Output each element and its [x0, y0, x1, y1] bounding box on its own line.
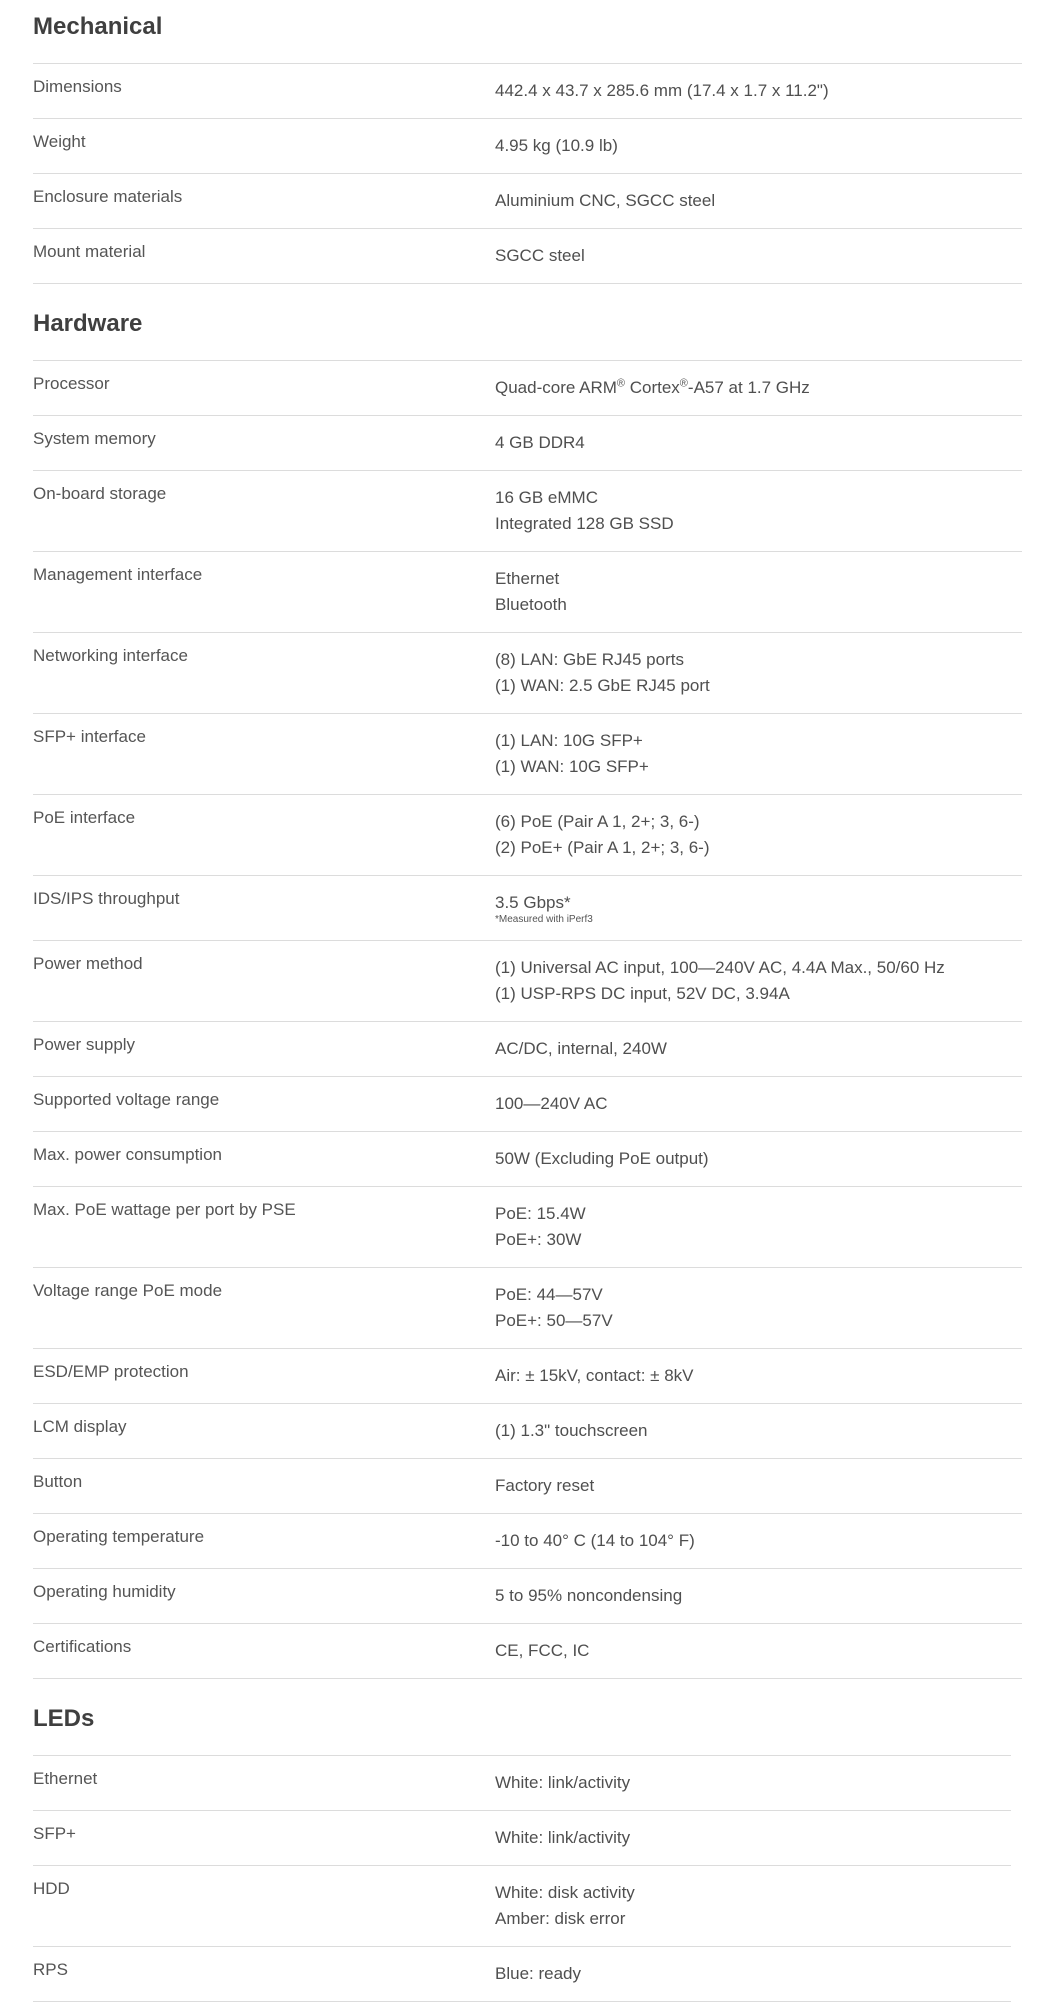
spec-value-line: SGCC steel	[495, 246, 585, 265]
spec-value-line: White: link/activity	[495, 1828, 631, 1847]
spec-value-line: Blue: ready	[495, 1964, 581, 1983]
spec-row-enclosure-materials	[33, 174, 1022, 229]
spec-row-max-power-consumption	[33, 1132, 1022, 1187]
spec-row-supported-voltage-range	[33, 1077, 1022, 1132]
spec-value-line: PoE+: 30W	[495, 1230, 582, 1249]
spec-value-line: (2) PoE+ (Pair A 1, 2+; 3, 6-)	[495, 838, 710, 857]
spec-row-max-poe-wattage-per-port-by-pse	[33, 1187, 1022, 1268]
spec-value	[495, 1036, 1022, 1062]
spec-label: System memory	[33, 429, 156, 448]
spec-value-line: White: link/activity	[495, 1773, 631, 1792]
spec-label: Power method	[33, 954, 143, 973]
spec-label: HDD	[33, 1879, 70, 1898]
spec-label: IDS/IPS throughput	[33, 889, 180, 908]
spec-row-poe-interface	[33, 795, 1022, 876]
spec-row-sfp-interface	[33, 714, 1022, 795]
spec-value	[495, 647, 1022, 699]
spec-value-line: AC/DC, internal, 240W	[495, 1039, 667, 1058]
spec-value	[495, 728, 1022, 780]
spec-row-sfp	[33, 1811, 1011, 1866]
spec-row-esd-emp-protection	[33, 1349, 1022, 1404]
spec-value	[495, 1363, 1022, 1389]
spec-value	[495, 1091, 1022, 1117]
spec-value-line: (1) Universal AC input, 100—240V AC, 4.4A Max., 50/60 Hz	[495, 958, 945, 977]
spec-row-networking-interface	[33, 633, 1022, 714]
spec-value-line: 16 GB eMMC	[495, 488, 598, 507]
spec-row-dimensions	[33, 64, 1022, 119]
spec-label: Max. PoE wattage per port by PSE	[33, 1200, 296, 1219]
spec-value-line: (1) WAN: 2.5 GbE RJ45 port	[495, 676, 710, 695]
mechanical-table	[33, 63, 1022, 284]
spec-value-line: Ethernet	[495, 569, 560, 588]
spec-label: Mount material	[33, 242, 146, 261]
processor-value: Quad-core ARM® Cortex®-A57 at 1.7 GHz	[495, 377, 810, 397]
spec-value-line: PoE: 15.4W	[495, 1204, 586, 1223]
spec-row-power-supply	[33, 1022, 1022, 1077]
spec-value	[495, 1825, 1011, 1851]
hardware-section	[33, 284, 1022, 1679]
spec-value	[495, 809, 1022, 861]
spec-label: Networking interface	[33, 646, 188, 665]
spec-value-line: (1) USP-RPS DC input, 52V DC, 3.94A	[495, 984, 790, 1003]
spec-value-line: PoE: 44—57V	[495, 1285, 603, 1304]
spec-row-ids-ips-throughput	[33, 876, 1022, 941]
spec-value-line: 5 to 95% noncondensing	[495, 1586, 683, 1605]
spec-row-voltage-range-poe-mode	[33, 1268, 1022, 1349]
spec-value	[495, 1583, 1022, 1609]
spec-value-line: (1) WAN: 10G SFP+	[495, 757, 649, 776]
spec-value	[495, 1146, 1022, 1172]
spec-value	[495, 1201, 1022, 1253]
spec-label: Dimensions	[33, 77, 122, 96]
spec-value-line: White: disk activity	[495, 1883, 635, 1902]
spec-value	[495, 1961, 1011, 1987]
spec-row-management-interface	[33, 552, 1022, 633]
spec-value-line: Amber: disk error	[495, 1909, 626, 1928]
spec-value	[495, 188, 1022, 214]
spec-row-operating-humidity	[33, 1569, 1022, 1624]
spec-value-line: (8) LAN: GbE RJ45 ports	[495, 650, 684, 669]
spec-value	[495, 890, 1022, 926]
registered-mark: ®	[679, 377, 688, 390]
spec-label: SFP+ interface	[33, 727, 146, 746]
spec-value	[495, 430, 1022, 456]
throughput-footnote: *Measured with iPerf3	[495, 914, 593, 925]
throughput-value: 3.5 Gbps*	[495, 893, 571, 912]
spec-label: RPS	[33, 1960, 68, 1979]
section-title-mechanical: Mechanical	[33, 13, 163, 40]
spec-value-line: 4 GB DDR4	[495, 433, 585, 452]
spec-row-operating-temperature	[33, 1514, 1022, 1569]
spec-value-line: Bluetooth	[495, 595, 567, 614]
spec-value-line: Integrated 128 GB SSD	[495, 514, 674, 533]
spec-label: PoE interface	[33, 808, 136, 827]
spec-value	[495, 1770, 1011, 1796]
spec-value-line: 50W (Excluding PoE output)	[495, 1149, 709, 1168]
spec-value	[495, 566, 1022, 618]
spec-value-line: (1) 1.3" touchscreen	[495, 1421, 648, 1440]
spec-label: Supported voltage range	[33, 1090, 220, 1109]
spec-label: Button	[33, 1472, 83, 1491]
hardware-table	[33, 360, 1022, 1679]
spec-value-line: -10 to 40° C (14 to 104° F)	[495, 1531, 695, 1550]
spec-label: Certifications	[33, 1637, 132, 1656]
hardware-rows-a	[33, 416, 1022, 876]
spec-label: Ethernet	[33, 1769, 98, 1788]
spec-row-lcm-display	[33, 1404, 1022, 1459]
spec-row-system-memory	[33, 416, 1022, 471]
spec-value	[495, 955, 1022, 1007]
spec-value-line: Aluminium CNC, SGCC steel	[495, 191, 716, 210]
spec-row-on-board-storage	[33, 471, 1022, 552]
spec-value-line: PoE+: 50—57V	[495, 1311, 613, 1330]
spec-value-line: (6) PoE (Pair A 1, 2+; 3, 6-)	[495, 812, 700, 831]
registered-mark: ®	[616, 377, 625, 390]
spec-label: Enclosure materials	[33, 187, 183, 206]
section-title-hardware: Hardware	[33, 310, 143, 337]
spec-row-certifications	[33, 1624, 1022, 1679]
spec-value	[495, 375, 1022, 401]
spec-value-line: 4.95 kg (10.9 lb)	[495, 136, 618, 155]
spec-label: Management interface	[33, 565, 203, 584]
spec-row-hdd	[33, 1866, 1011, 1947]
spec-label: On-board storage	[33, 484, 167, 503]
spec-label: Weight	[33, 132, 86, 151]
spec-label: Operating temperature	[33, 1527, 205, 1546]
spec-value-line: Air: ± 15kV, contact: ± 8kV	[495, 1366, 694, 1385]
spec-value	[495, 1880, 1011, 1932]
leds-table	[33, 1755, 1011, 2002]
spec-value-line: CE, FCC, IC	[495, 1641, 590, 1660]
spec-value	[495, 485, 1022, 537]
spec-label: Voltage range PoE mode	[33, 1281, 223, 1300]
spec-label: SFP+	[33, 1824, 76, 1843]
spec-value	[495, 78, 1022, 104]
spec-label: LCM display	[33, 1417, 127, 1436]
spec-value	[495, 243, 1022, 269]
section-title-leds: LEDs	[33, 1705, 95, 1732]
spec-label: Processor	[33, 374, 110, 393]
spec-value-line: (1) LAN: 10G SFP+	[495, 731, 643, 750]
spec-label: Max. power consumption	[33, 1145, 222, 1164]
spec-row-ethernet	[33, 1756, 1011, 1811]
spec-value	[495, 1418, 1022, 1444]
hardware-rows-b	[33, 941, 1022, 1679]
spec-value-line: 442.4 x 43.7 x 285.6 mm (17.4 x 1.7 x 11.2")	[495, 81, 829, 100]
spec-row-processor	[33, 361, 1022, 416]
spec-row-mount-material	[33, 229, 1022, 284]
spec-value-line: Factory reset	[495, 1476, 595, 1495]
spec-row-power-method	[33, 941, 1022, 1022]
spec-value-line: 100—240V AC	[495, 1094, 608, 1113]
spec-row-rps	[33, 1947, 1011, 2002]
spec-value	[495, 133, 1022, 159]
spec-value	[495, 1638, 1022, 1664]
leds-section	[33, 1679, 1022, 2002]
spec-row-weight	[33, 119, 1022, 174]
spec-value	[495, 1528, 1022, 1554]
spec-value	[495, 1473, 1022, 1499]
mechanical-section	[33, 0, 1022, 284]
spec-label: ESD/EMP protection	[33, 1362, 189, 1381]
spec-row-button	[33, 1459, 1022, 1514]
spec-label: Power supply	[33, 1035, 136, 1054]
spec-value	[495, 1282, 1022, 1334]
spec-label: Operating humidity	[33, 1582, 176, 1601]
